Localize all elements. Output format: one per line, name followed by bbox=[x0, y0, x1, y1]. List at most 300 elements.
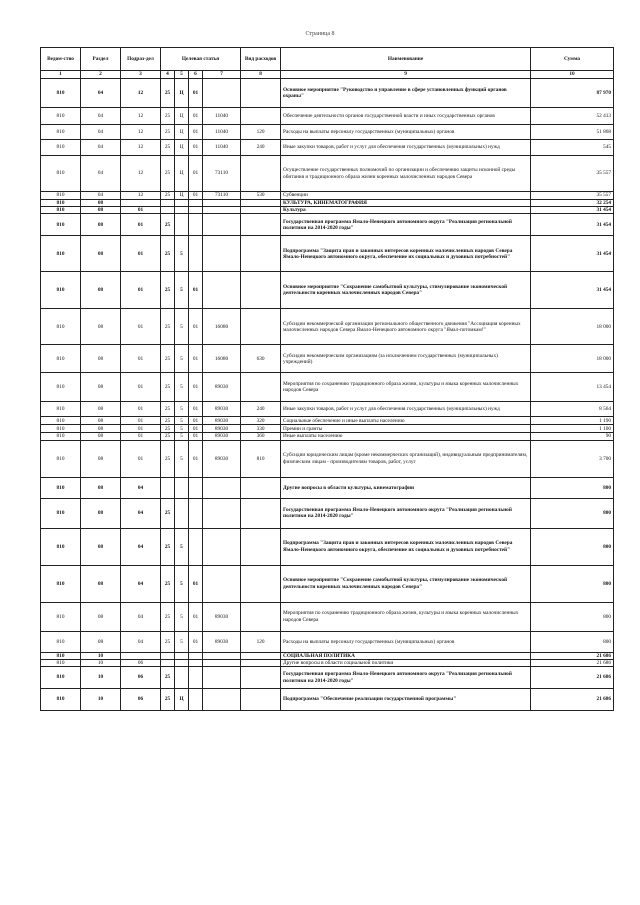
cell-vedomstvo: 810 bbox=[41, 652, 81, 659]
cell-naimenovanie: Подпрограмма "Защита прав и законных интересов коренных малочисленных народов Севера Ямало-Ненецкого автономного округа, обеспечение их социальных и духовных потребностей" bbox=[281, 528, 531, 565]
cell-podrazdel: 04 bbox=[121, 477, 161, 498]
cell-program bbox=[161, 207, 175, 214]
cell-summa: 31 454 bbox=[531, 214, 614, 236]
cell-podrazdel bbox=[121, 652, 161, 659]
cell-razdel: 08 bbox=[81, 236, 121, 272]
cell-summa: 35 557 bbox=[531, 156, 614, 192]
cell-vid-rashodov bbox=[241, 689, 281, 711]
cell-naimenovanie: Основное мероприятие "Сохранение самобытной культуры, стимулирование экономической деятельности коренных малочисленных народов Севера" bbox=[281, 565, 531, 602]
cell-naimenovanie: Расходы на выплаты персоналу государственных (муниципальных) органов bbox=[281, 631, 531, 652]
cell-direction bbox=[203, 200, 241, 207]
cell-vid-rashodov bbox=[241, 200, 281, 207]
cell-program: 25 bbox=[161, 440, 175, 477]
cell-direction: 89030 bbox=[203, 425, 241, 433]
cell-event: 01 bbox=[189, 192, 203, 200]
table-row bbox=[41, 207, 614, 214]
table-row bbox=[41, 200, 614, 207]
cell-program bbox=[161, 200, 175, 207]
column-number: 8 bbox=[241, 71, 281, 79]
cell-event bbox=[189, 200, 203, 207]
cell-summa: 21 686 bbox=[531, 689, 614, 711]
cell-program: 25 bbox=[161, 214, 175, 236]
cell-event: 01 bbox=[189, 309, 203, 345]
table-row bbox=[41, 214, 614, 236]
cell-vid-rashodov bbox=[241, 309, 281, 345]
cell-naimenovanie: Основное мероприятие "Руководство и управление в сфере установленных функций органов охраны" bbox=[281, 79, 531, 108]
cell-naimenovanie: Подпрограмма "Защита прав и законных интересов коренных малочисленных народов Севера Ямало-Ненецкого автономного округа, обеспечение их социальных и духовных потребностей" bbox=[281, 236, 531, 272]
table-row bbox=[41, 309, 614, 345]
cell-podrazdel: 01 bbox=[121, 207, 161, 214]
cell-vedomstvo: 810 bbox=[41, 373, 81, 402]
cell-event: 01 bbox=[189, 79, 203, 108]
cell-vid-rashodov bbox=[241, 108, 281, 125]
cell-event bbox=[189, 214, 203, 236]
cell-direction: 89030 bbox=[203, 440, 241, 477]
cell-naimenovanie: Расходы на выплаты персоналу государственных (муниципальных) органов bbox=[281, 125, 531, 140]
table-row bbox=[41, 689, 614, 711]
cell-event bbox=[189, 659, 203, 666]
cell-summa: 21 686 bbox=[531, 659, 614, 666]
table-row bbox=[41, 433, 614, 440]
cell-razdel: 08 bbox=[81, 373, 121, 402]
cell-subprogram bbox=[175, 652, 189, 659]
column-number: 7 bbox=[203, 71, 241, 79]
cell-razdel: 08 bbox=[81, 272, 121, 309]
cell-vedomstvo: 810 bbox=[41, 207, 81, 214]
column-number: 1 bbox=[41, 71, 81, 79]
cell-event: 01 bbox=[189, 425, 203, 433]
cell-program: 25 bbox=[161, 192, 175, 200]
cell-vid-rashodov: 240 bbox=[241, 402, 281, 417]
cell-naimenovanie: Другие вопросы в области социальной политики bbox=[281, 659, 531, 666]
cell-razdel: 04 bbox=[81, 156, 121, 192]
cell-podrazdel: 06 bbox=[121, 667, 161, 689]
cell-subprogram: Ц bbox=[175, 140, 189, 156]
cell-summa: 800 bbox=[531, 477, 614, 498]
cell-podrazdel: 12 bbox=[121, 192, 161, 200]
cell-razdel: 04 bbox=[81, 79, 121, 108]
cell-event: 01 bbox=[189, 417, 203, 425]
cell-subprogram: 5 bbox=[175, 236, 189, 272]
cell-direction: 73110 bbox=[203, 156, 241, 192]
cell-razdel: 08 bbox=[81, 425, 121, 433]
cell-podrazdel: 12 bbox=[121, 140, 161, 156]
header-summa: Сумма bbox=[531, 48, 614, 71]
cell-direction bbox=[203, 565, 241, 602]
cell-vid-rashodov: 320 bbox=[241, 417, 281, 425]
table-row bbox=[41, 440, 614, 477]
cell-subprogram: 5 bbox=[175, 440, 189, 477]
cell-subprogram bbox=[175, 659, 189, 666]
header-podrazdel: Подраз-дел bbox=[121, 48, 161, 71]
cell-subprogram bbox=[175, 207, 189, 214]
cell-vedomstvo: 810 bbox=[41, 309, 81, 345]
cell-naimenovanie: Обеспечение деятельности органов государственной власти и иных государственных органов bbox=[281, 108, 531, 125]
cell-razdel: 08 bbox=[81, 402, 121, 417]
column-number: 5 bbox=[175, 71, 189, 79]
cell-direction: 73110 bbox=[203, 192, 241, 200]
table-row bbox=[41, 402, 614, 417]
cell-vid-rashodov: 530 bbox=[241, 192, 281, 200]
cell-summa: 800 bbox=[531, 498, 614, 528]
cell-direction bbox=[203, 667, 241, 689]
cell-subprogram: 5 bbox=[175, 433, 189, 440]
cell-summa: 31 454 bbox=[531, 207, 614, 214]
cell-podrazdel: 01 bbox=[121, 272, 161, 309]
cell-vid-rashodov: 330 bbox=[241, 425, 281, 433]
cell-summa: 87 970 bbox=[531, 79, 614, 108]
cell-program bbox=[161, 477, 175, 498]
cell-summa: 31 454 bbox=[531, 236, 614, 272]
cell-vid-rashodov: 630 bbox=[241, 345, 281, 373]
cell-direction: 16080 bbox=[203, 309, 241, 345]
cell-naimenovanie: Субвенции bbox=[281, 192, 531, 200]
column-number: 2 bbox=[81, 71, 121, 79]
cell-summa: 21 686 bbox=[531, 667, 614, 689]
table-row bbox=[41, 272, 614, 309]
cell-event: 01 bbox=[189, 345, 203, 373]
cell-vid-rashodov bbox=[241, 602, 281, 631]
cell-vid-rashodov bbox=[241, 565, 281, 602]
cell-program: 25 bbox=[161, 79, 175, 108]
cell-program: 25 bbox=[161, 689, 175, 711]
cell-subprogram: 5 bbox=[175, 309, 189, 345]
cell-podrazdel: 01 bbox=[121, 417, 161, 425]
cell-summa: 21 686 bbox=[531, 652, 614, 659]
cell-subprogram: Ц bbox=[175, 79, 189, 108]
cell-vedomstvo: 810 bbox=[41, 125, 81, 140]
cell-podrazdel: 04 bbox=[121, 602, 161, 631]
cell-program: 25 bbox=[161, 667, 175, 689]
cell-naimenovanie: Государственная программа Ямало-Ненецкого автономного округа "Реализация региональной политики на 2014-2020 годы" bbox=[281, 214, 531, 236]
cell-vid-rashodov bbox=[241, 156, 281, 192]
cell-subprogram: Ц bbox=[175, 192, 189, 200]
cell-event: 01 bbox=[189, 565, 203, 602]
cell-razdel: 10 bbox=[81, 659, 121, 666]
table-body bbox=[41, 79, 614, 711]
cell-vid-rashodov bbox=[241, 477, 281, 498]
cell-razdel: 10 bbox=[81, 667, 121, 689]
cell-program: 25 bbox=[161, 140, 175, 156]
cell-direction: 89030 bbox=[203, 402, 241, 417]
header-razdel: Раздел bbox=[81, 48, 121, 71]
cell-program: 25 bbox=[161, 236, 175, 272]
cell-vid-rashodov bbox=[241, 498, 281, 528]
cell-direction bbox=[203, 689, 241, 711]
cell-vedomstvo: 810 bbox=[41, 214, 81, 236]
cell-podrazdel: 01 bbox=[121, 402, 161, 417]
cell-vedomstvo: 810 bbox=[41, 602, 81, 631]
cell-razdel: 08 bbox=[81, 309, 121, 345]
cell-direction bbox=[203, 498, 241, 528]
budget-table bbox=[40, 47, 614, 711]
cell-program: 25 bbox=[161, 373, 175, 402]
cell-podrazdel: 04 bbox=[121, 565, 161, 602]
table-row bbox=[41, 498, 614, 528]
cell-program: 25 bbox=[161, 125, 175, 140]
cell-podrazdel: 06 bbox=[121, 659, 161, 666]
column-number: 9 bbox=[281, 71, 531, 79]
cell-program: 25 bbox=[161, 498, 175, 528]
cell-naimenovanie: СОЦИАЛЬНАЯ ПОЛИТИКА bbox=[281, 652, 531, 659]
table-row bbox=[41, 108, 614, 125]
cell-subprogram: 5 bbox=[175, 417, 189, 425]
cell-direction bbox=[203, 659, 241, 666]
cell-direction: 16080 bbox=[203, 345, 241, 373]
cell-direction: 89030 bbox=[203, 373, 241, 402]
cell-vedomstvo: 810 bbox=[41, 402, 81, 417]
cell-vedomstvo: 810 bbox=[41, 425, 81, 433]
cell-podrazdel: 01 bbox=[121, 373, 161, 402]
cell-event: 01 bbox=[189, 272, 203, 309]
cell-subprogram: 5 bbox=[175, 345, 189, 373]
cell-razdel: 04 bbox=[81, 108, 121, 125]
cell-vid-rashodov bbox=[241, 528, 281, 565]
cell-vid-rashodov: 120 bbox=[241, 631, 281, 652]
cell-razdel: 08 bbox=[81, 498, 121, 528]
cell-razdel: 08 bbox=[81, 565, 121, 602]
cell-razdel: 08 bbox=[81, 345, 121, 373]
cell-razdel: 04 bbox=[81, 125, 121, 140]
cell-naimenovanie: Подпрограмма "Обеспечение реализации государственной программы" bbox=[281, 689, 531, 711]
cell-naimenovanie: Иные выплаты населению bbox=[281, 433, 531, 440]
cell-vid-rashodov: 240 bbox=[241, 140, 281, 156]
cell-vedomstvo: 810 bbox=[41, 192, 81, 200]
cell-direction: 89030 bbox=[203, 433, 241, 440]
cell-event bbox=[189, 477, 203, 498]
cell-summa: 32 254 bbox=[531, 200, 614, 207]
cell-vid-rashodov bbox=[241, 272, 281, 309]
cell-naimenovanie: Осуществление государственных полномочий по организации и обеспечению защиты исконной среды обитания и традиционного образа жизни коренных малочисленных народов Севера bbox=[281, 156, 531, 192]
cell-subprogram: 5 bbox=[175, 565, 189, 602]
table-row bbox=[41, 140, 614, 156]
cell-summa: 800 bbox=[531, 565, 614, 602]
cell-vedomstvo: 810 bbox=[41, 156, 81, 192]
cell-podrazdel: 01 bbox=[121, 345, 161, 373]
cell-program: 25 bbox=[161, 528, 175, 565]
cell-program: 25 bbox=[161, 108, 175, 125]
cell-razdel: 10 bbox=[81, 689, 121, 711]
cell-event: 01 bbox=[189, 402, 203, 417]
cell-summa: 1 190 bbox=[531, 417, 614, 425]
cell-podrazdel: 12 bbox=[121, 108, 161, 125]
cell-subprogram: Ц bbox=[175, 108, 189, 125]
cell-subprogram: 5 bbox=[175, 631, 189, 652]
cell-vid-rashodov bbox=[241, 207, 281, 214]
table-row bbox=[41, 425, 614, 433]
column-number: 6 bbox=[189, 71, 203, 79]
table-row bbox=[41, 528, 614, 565]
cell-naimenovanie: Культура bbox=[281, 207, 531, 214]
cell-razdel: 04 bbox=[81, 140, 121, 156]
cell-podrazdel: 01 bbox=[121, 214, 161, 236]
cell-event bbox=[189, 689, 203, 711]
cell-naimenovanie: Премии и гранты bbox=[281, 425, 531, 433]
column-number: 3 bbox=[121, 71, 161, 79]
cell-podrazdel: 01 bbox=[121, 425, 161, 433]
cell-razdel: 08 bbox=[81, 214, 121, 236]
cell-summa: 31 454 bbox=[531, 272, 614, 309]
cell-summa: 52 413 bbox=[531, 108, 614, 125]
cell-subprogram bbox=[175, 667, 189, 689]
cell-event bbox=[189, 498, 203, 528]
header-vedomstvo: Ведом-ство bbox=[41, 48, 81, 71]
cell-razdel: 04 bbox=[81, 192, 121, 200]
cell-naimenovanie: Государственная программа Ямало-Ненецкого автономного округа "Реализация региональной политики на 2014-2020 годы" bbox=[281, 498, 531, 528]
cell-razdel: 08 bbox=[81, 417, 121, 425]
table-row bbox=[41, 565, 614, 602]
cell-subprogram: Ц bbox=[175, 689, 189, 711]
header-celevaya-statya: Целевая статья bbox=[161, 48, 241, 71]
table-row bbox=[41, 667, 614, 689]
cell-podrazdel: 04 bbox=[121, 528, 161, 565]
cell-program: 25 bbox=[161, 425, 175, 433]
cell-vedomstvo: 810 bbox=[41, 345, 81, 373]
cell-razdel: 08 bbox=[81, 528, 121, 565]
cell-event: 01 bbox=[189, 373, 203, 402]
cell-summa: 3 700 bbox=[531, 440, 614, 477]
cell-razdel: 08 bbox=[81, 200, 121, 207]
table-row bbox=[41, 79, 614, 108]
table-row bbox=[41, 631, 614, 652]
cell-podrazdel: 01 bbox=[121, 236, 161, 272]
cell-summa: 1 100 bbox=[531, 425, 614, 433]
cell-direction: 89030 bbox=[203, 631, 241, 652]
cell-program bbox=[161, 652, 175, 659]
header-naimenovanie: Наименование bbox=[281, 48, 531, 71]
cell-podrazdel: 06 bbox=[121, 689, 161, 711]
cell-subprogram: 5 bbox=[175, 402, 189, 417]
table-row bbox=[41, 602, 614, 631]
cell-summa: 800 bbox=[531, 602, 614, 631]
column-number-row bbox=[41, 71, 614, 79]
cell-subprogram: 5 bbox=[175, 373, 189, 402]
cell-event: 01 bbox=[189, 433, 203, 440]
cell-event: 01 bbox=[189, 140, 203, 156]
cell-subprogram: Ц bbox=[175, 156, 189, 192]
cell-direction: 11040 bbox=[203, 108, 241, 125]
cell-vedomstvo: 810 bbox=[41, 108, 81, 125]
cell-event bbox=[189, 236, 203, 272]
cell-direction: 89030 bbox=[203, 602, 241, 631]
cell-event: 01 bbox=[189, 156, 203, 192]
cell-summa: 800 bbox=[531, 631, 614, 652]
cell-razdel: 08 bbox=[81, 602, 121, 631]
cell-vid-rashodov bbox=[241, 373, 281, 402]
cell-naimenovanie: Субсидии некоммерческим организациям (за исключением государственных (муниципальных) учреждений) bbox=[281, 345, 531, 373]
cell-event: 01 bbox=[189, 125, 203, 140]
column-number: 4 bbox=[161, 71, 175, 79]
cell-summa: 545 bbox=[531, 140, 614, 156]
cell-subprogram bbox=[175, 214, 189, 236]
cell-program: 25 bbox=[161, 156, 175, 192]
cell-subprogram: 5 bbox=[175, 602, 189, 631]
cell-vedomstvo: 810 bbox=[41, 79, 81, 108]
cell-direction bbox=[203, 272, 241, 309]
cell-direction bbox=[203, 214, 241, 236]
cell-podrazdel: 12 bbox=[121, 79, 161, 108]
cell-program: 25 bbox=[161, 565, 175, 602]
cell-vedomstvo: 810 bbox=[41, 659, 81, 666]
table-row bbox=[41, 477, 614, 498]
cell-direction bbox=[203, 79, 241, 108]
cell-program: 25 bbox=[161, 309, 175, 345]
cell-program: 25 bbox=[161, 272, 175, 309]
cell-razdel: 08 bbox=[81, 477, 121, 498]
cell-event bbox=[189, 528, 203, 565]
cell-naimenovanie: Государственная программа Ямало-Ненецкого автономного округа "Реализация региональной политики на 2014-2020 годы" bbox=[281, 667, 531, 689]
cell-vedomstvo: 810 bbox=[41, 140, 81, 156]
cell-subprogram: 5 bbox=[175, 425, 189, 433]
cell-vid-rashodov bbox=[241, 79, 281, 108]
cell-razdel: 08 bbox=[81, 207, 121, 214]
cell-event: 01 bbox=[189, 631, 203, 652]
cell-program: 25 bbox=[161, 345, 175, 373]
cell-naimenovanie: Иные закупки товаров, работ и услуг для обеспечения государственных (муниципальных) нужд bbox=[281, 140, 531, 156]
cell-vid-rashodov bbox=[241, 236, 281, 272]
cell-naimenovanie: КУЛЬТУРА, КИНЕМАТОГРАФИЯ bbox=[281, 200, 531, 207]
cell-summa: 13 454 bbox=[531, 373, 614, 402]
cell-event bbox=[189, 207, 203, 214]
table-row bbox=[41, 373, 614, 402]
cell-vedomstvo: 810 bbox=[41, 631, 81, 652]
table-row bbox=[41, 236, 614, 272]
table-row bbox=[41, 652, 614, 659]
cell-summa: 51 868 bbox=[531, 125, 614, 140]
cell-razdel: 08 bbox=[81, 440, 121, 477]
column-number: 10 bbox=[531, 71, 614, 79]
cell-summa: 8 564 bbox=[531, 402, 614, 417]
cell-summa: 800 bbox=[531, 528, 614, 565]
cell-program: 25 bbox=[161, 602, 175, 631]
cell-vid-rashodov: 810 bbox=[241, 440, 281, 477]
cell-razdel: 08 bbox=[81, 631, 121, 652]
page-number: Страница 8 bbox=[305, 31, 335, 37]
cell-podrazdel: 01 bbox=[121, 309, 161, 345]
cell-event bbox=[189, 667, 203, 689]
cell-podrazdel: 04 bbox=[121, 498, 161, 528]
cell-summa: 35 557 bbox=[531, 192, 614, 200]
cell-vid-rashodov bbox=[241, 659, 281, 666]
table-row bbox=[41, 345, 614, 373]
cell-program: 25 bbox=[161, 631, 175, 652]
cell-vid-rashodov bbox=[241, 667, 281, 689]
cell-event bbox=[189, 652, 203, 659]
cell-podrazdel: 01 bbox=[121, 440, 161, 477]
cell-direction bbox=[203, 652, 241, 659]
cell-naimenovanie: Социальные обеспечение и иные выплаты населению bbox=[281, 417, 531, 425]
cell-program: 25 bbox=[161, 433, 175, 440]
cell-vedomstvo: 810 bbox=[41, 477, 81, 498]
cell-direction: 11040 bbox=[203, 140, 241, 156]
cell-vedomstvo: 810 bbox=[41, 528, 81, 565]
cell-naimenovanie: Субсидии некоммерческой организации регионального общественного движения "Ассоциация коренных малочисленных народов Севера Ямало-Ненецкого автономного округа "Ямал-потомкам!" bbox=[281, 309, 531, 345]
cell-event: 01 bbox=[189, 108, 203, 125]
cell-direction: 11040 bbox=[203, 125, 241, 140]
cell-subprogram: Ц bbox=[175, 125, 189, 140]
cell-summa: 90 bbox=[531, 433, 614, 440]
cell-vid-rashodov: 360 bbox=[241, 433, 281, 440]
header-vid-rashodov: Вид расходов bbox=[241, 48, 281, 71]
cell-vid-rashodov: 120 bbox=[241, 125, 281, 140]
cell-vedomstvo: 810 bbox=[41, 667, 81, 689]
cell-direction bbox=[203, 528, 241, 565]
cell-naimenovanie: Иные закупки товаров, работ и услуг для обеспечения государственных (муниципальных) нужд bbox=[281, 402, 531, 417]
cell-summa: 18 000 bbox=[531, 309, 614, 345]
cell-podrazdel: 01 bbox=[121, 433, 161, 440]
cell-podrazdel: 12 bbox=[121, 156, 161, 192]
cell-subprogram: 5 bbox=[175, 528, 189, 565]
